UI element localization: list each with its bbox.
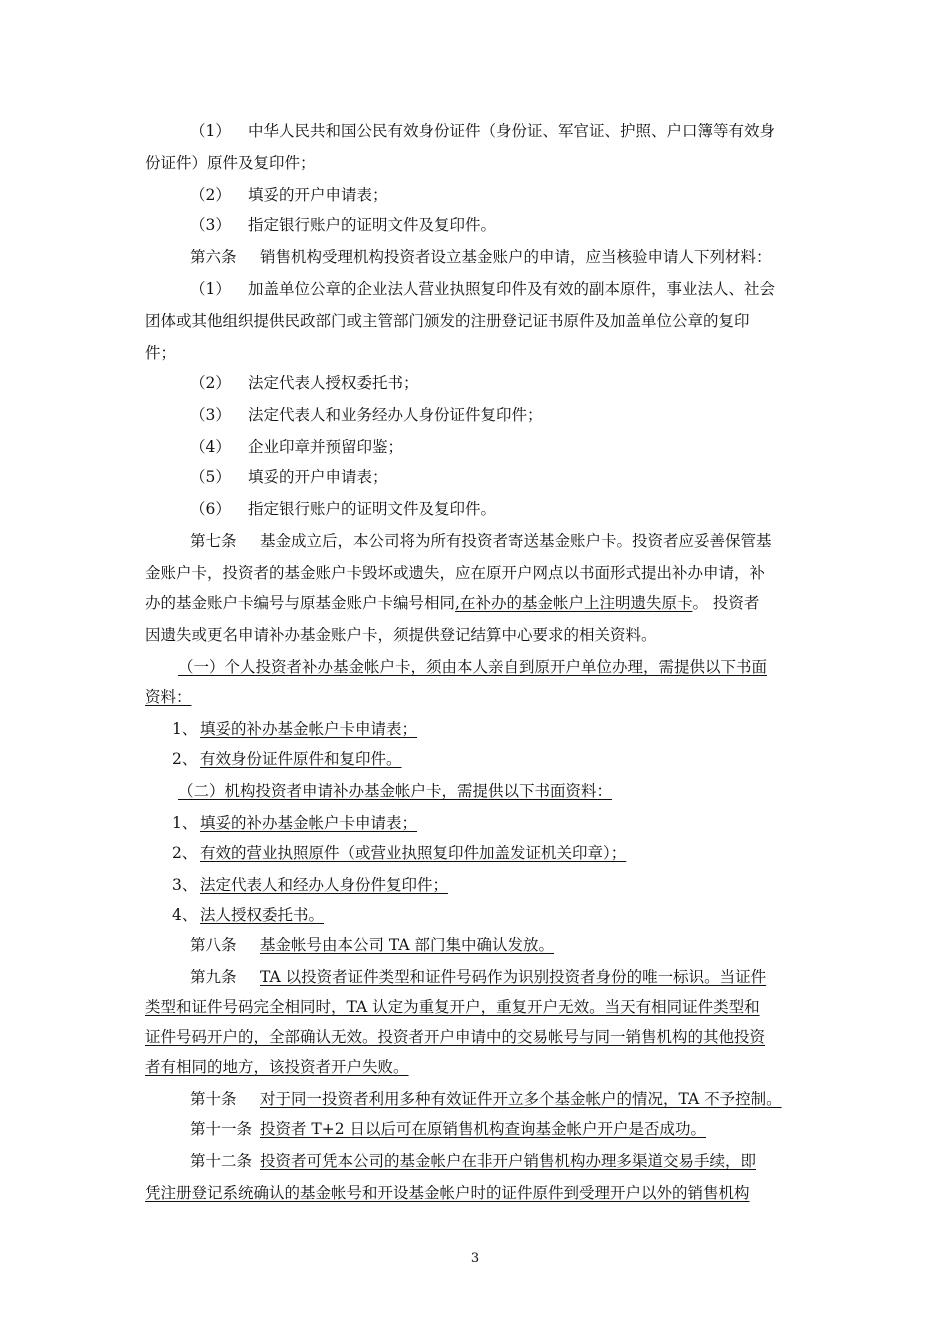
list-item: （2） 填妥的开户申请表； — [190, 186, 388, 204]
paragraph-line: 者有相同的地方，该投资者开户失败。 — [145, 1058, 409, 1076]
article-seven: 第七条 基金成立后，本公司将为所有投资者寄送基金账户卡。投资者应妥善保管基 — [190, 532, 772, 550]
article-eight: 第八条 基金帐号由本公司 TA 部门集中确认发放。 — [190, 936, 555, 954]
paragraph-line: 金账户卡，投资者的基金账户卡毁坏或遗失，应在原开户网点以书面形式提出补办申请，补 — [145, 564, 766, 582]
list-item: 3、 法定代表人和经办人身份件复印件； — [172, 876, 449, 894]
list-item: 2、 有效身份证件原件和复印件。 — [172, 750, 402, 768]
paragraph-line: 团体或其他组织提供民政部门或主管部门颁发的注册登记证书原件及加盖单位公章的复印 — [145, 312, 750, 330]
underlined-text: ,在补办的基金帐户上注明遗失原卡 — [455, 594, 693, 612]
paragraph-line: 资料： — [145, 688, 192, 706]
article-nine: 第九条 TA 以投资者证件类型和证件号码作为识别投资者身份的唯一标识。当证件 — [190, 968, 767, 986]
paragraph-line: 证件号码开户的，全部确认无效。投资者开户申请中的交易帐号与同一销售机构的其他投资 — [145, 1028, 766, 1046]
list-item: （6） 指定银行账户的证明文件及复印件。 — [190, 500, 497, 518]
list-item: （4） 企业印章并预留印鉴； — [190, 438, 404, 456]
list-item: （3） 法定代表人和业务经办人身份证件复印件； — [190, 406, 543, 424]
paragraph-line: 因遗失或更名申请补办基金账户卡，须提供登记结算中心要求的相关资料。 — [145, 626, 657, 644]
section-one-heading: （一）个人投资者补办基金帐户卡，须由本人亲自到原开户单位办理，需提供以下书面 — [178, 658, 768, 676]
list-item: （2） 法定代表人授权委托书； — [190, 374, 419, 392]
list-item: （3） 指定银行账户的证明文件及复印件。 — [190, 216, 497, 234]
paragraph-line: 份证件）原件及复印件； — [145, 154, 316, 172]
list-item: （5） 填妥的开户申请表； — [190, 468, 388, 486]
paragraph-line: 办的基金账户卡编号与原基金账户卡编号相同,在补办的基金帐户上注明遗失原卡。 投资者 — [145, 594, 760, 612]
paragraph-line: 件； — [145, 344, 177, 362]
paragraph-line: 类型和证件号码完全相同时，TA 认定为重复开户，重复开户无效。当天有相同证件类型和 — [145, 998, 760, 1016]
section-two-heading: （二）机构投资者申请补办基金帐户卡，需提供以下书面资料： — [178, 782, 613, 800]
article-eleven: 第十一条 投资者 T+2 日以后可在原销售机构查询基金帐户开户是否成功。 — [190, 1120, 707, 1138]
list-item: 2、 有效的营业执照原件（或营业执照复印件加盖发证机关印章）； — [172, 844, 627, 862]
paragraph-line: 凭注册登记系统确认的基金帐号和开设基金帐户时的证件原件到受理开户以外的销售机构 — [145, 1184, 750, 1202]
page-number: 3 — [470, 1251, 480, 1266]
list-item: 1、 填妥的补办基金帐户卡申请表； — [172, 720, 418, 738]
list-item: 1、 填妥的补办基金帐户卡申请表； — [172, 814, 418, 832]
article-six: 第六条 销售机构受理机构投资者设立基金账户的申请，应当核验申请人下列材料： — [190, 248, 772, 266]
article-twelve: 第十二条 投资者可凭本公司的基金帐户在非开户销售机构办理多渠道交易手续，即 — [190, 1152, 757, 1170]
list-item: （1） 中华人民共和国公民有效身份证件（身份证、军官证、护照、户口簿等有效身 — [190, 122, 776, 140]
article-ten: 第十条 对于同一投资者利用多种有效证件开立多个基金帐户的情况，TA 不予控制。 — [190, 1090, 782, 1108]
list-item: （1） 加盖单位公章的企业法人营业执照复印件及有效的副本原件，事业法人、社会 — [190, 280, 776, 298]
list-item: 4、 法人授权委托书。 — [172, 906, 325, 924]
